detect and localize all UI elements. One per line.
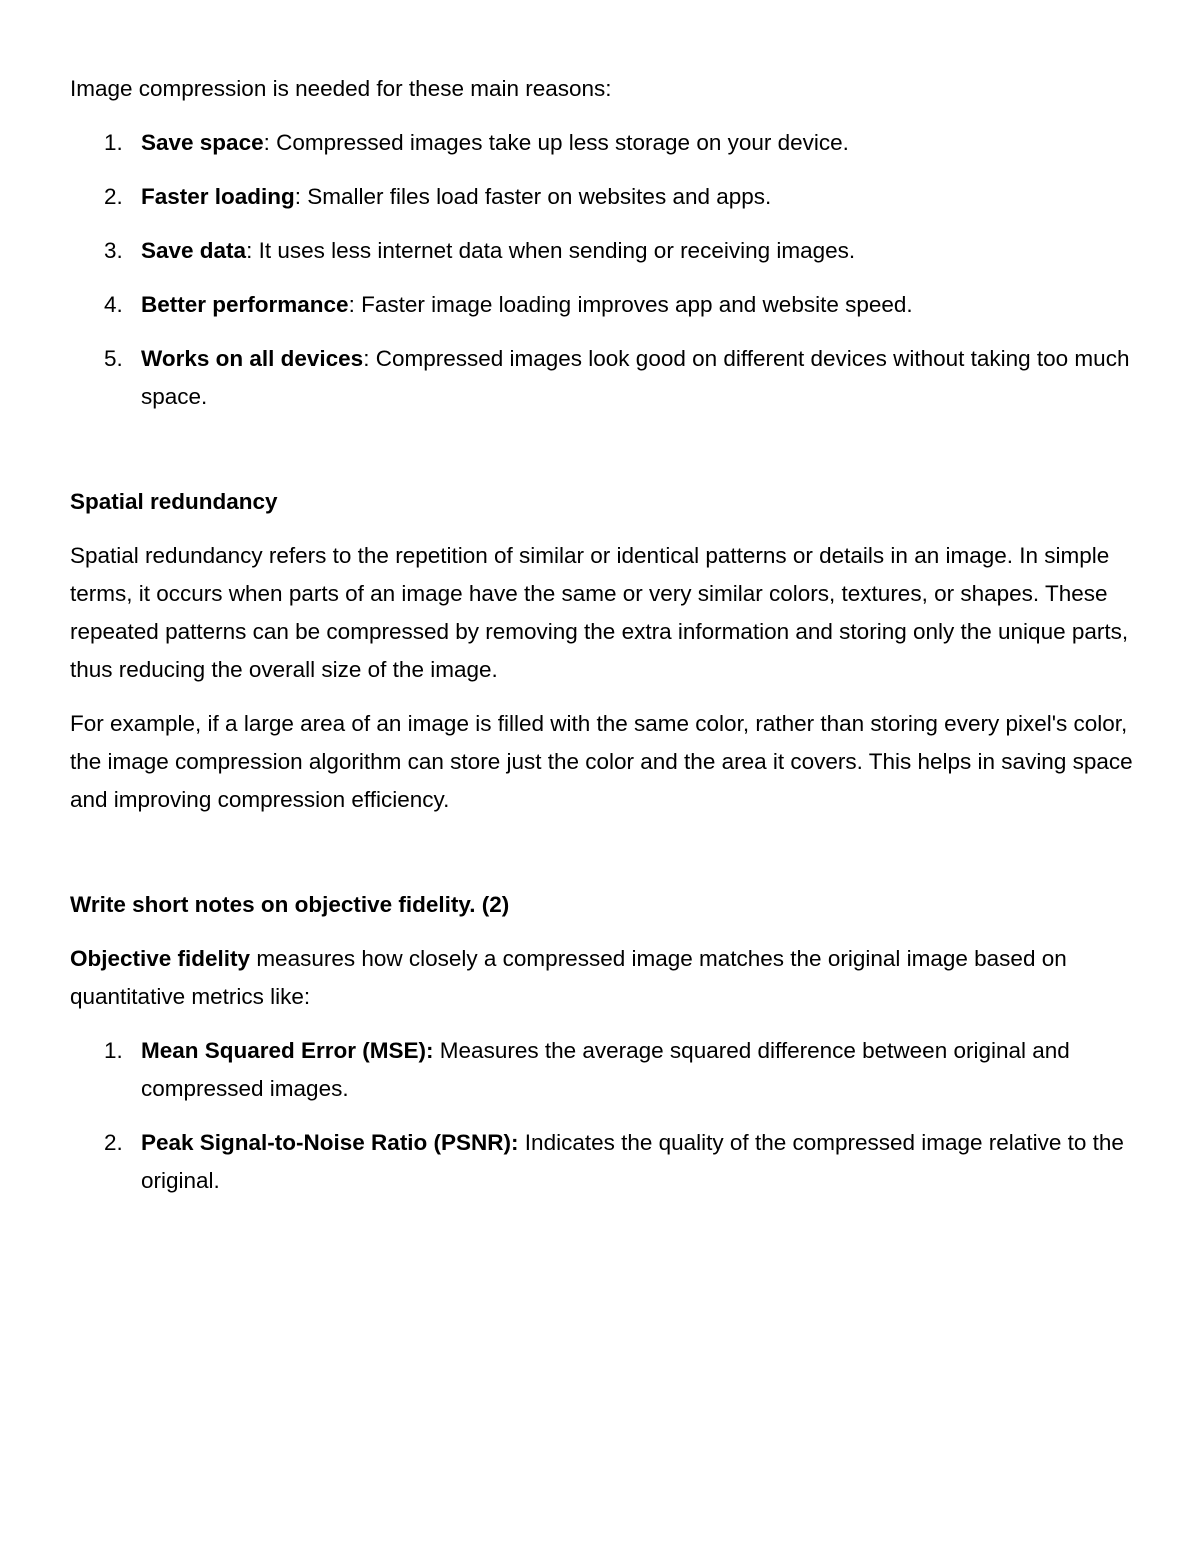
list-number: 3. bbox=[104, 238, 123, 263]
list-number: 2. bbox=[104, 184, 123, 209]
list-number: 1. bbox=[104, 1038, 123, 1063]
list-term: Works on all devices bbox=[141, 346, 364, 371]
list-term: Faster loading bbox=[141, 184, 295, 209]
list-text: Measures the average squared difference between original and compressed images. bbox=[141, 1038, 1070, 1101]
list-text: : Faster image loading improves app and website speed. bbox=[348, 292, 913, 317]
fidelity-lead bbox=[70, 940, 1135, 1016]
fidelity-heading: Write short notes on objective fidelity. (2) bbox=[70, 892, 510, 917]
list-item bbox=[70, 232, 1135, 270]
list-item bbox=[70, 1032, 1135, 1108]
reasons-list bbox=[70, 124, 1135, 416]
list-number: 2. bbox=[104, 1130, 123, 1155]
intro-text: Image compression is needed for these main reasons: bbox=[70, 76, 612, 101]
document-content bbox=[70, 70, 1135, 1216]
list-number: 4. bbox=[104, 292, 123, 317]
spatial-paragraph-1: Spatial redundancy refers to the repetition of similar or identical patterns or details in an image. In simple terms, it occurs when parts of an image have the same or very similar colors, textures, or shapes. These repeated patterns can be compressed by removing the extra information and storing only the unique parts, thus reducing the overall size of the image. bbox=[70, 543, 1129, 682]
spatial-paragraph-2: For example, if a large area of an image is filled with the same color, rather than storing every pixel's color, the image compression algorithm can store just the color and the area it covers. This helps in saving space and improving compression efficiency. bbox=[70, 711, 1133, 812]
list-term: Mean Squared Error (MSE): bbox=[141, 1038, 434, 1063]
spatial-heading: Spatial redundancy bbox=[70, 489, 278, 514]
section-spacer bbox=[70, 835, 1135, 886]
list-text: : It uses less internet data when sending or receiving images. bbox=[246, 238, 856, 263]
list-item bbox=[70, 340, 1135, 416]
list-item bbox=[70, 178, 1135, 216]
list-item bbox=[70, 1124, 1135, 1200]
list-number: 1. bbox=[104, 130, 123, 155]
list-item bbox=[70, 286, 1135, 324]
list-item bbox=[70, 124, 1135, 162]
list-number: 5. bbox=[104, 346, 123, 371]
list-term: Peak Signal-to-Noise Ratio (PSNR): bbox=[141, 1130, 519, 1155]
fidelity-lead-text: measures how closely a compressed image matches the original image based on quantitative metrics like: bbox=[70, 946, 1067, 1009]
list-term: Save data bbox=[141, 238, 247, 263]
metrics-list bbox=[70, 1032, 1135, 1200]
list-term: Better performance bbox=[141, 292, 349, 317]
list-term: Save space bbox=[141, 130, 264, 155]
section-spacer bbox=[70, 432, 1135, 483]
list-text: : Compressed images take up less storage on your device. bbox=[263, 130, 849, 155]
list-text: Indicates the quality of the compressed image relative to the original. bbox=[141, 1130, 1124, 1193]
list-text: : Compressed images look good on different devices without taking too much space. bbox=[141, 346, 1130, 409]
fidelity-lead-term: Objective fidelity bbox=[70, 946, 251, 971]
list-text: : Smaller files load faster on websites and apps. bbox=[294, 184, 772, 209]
